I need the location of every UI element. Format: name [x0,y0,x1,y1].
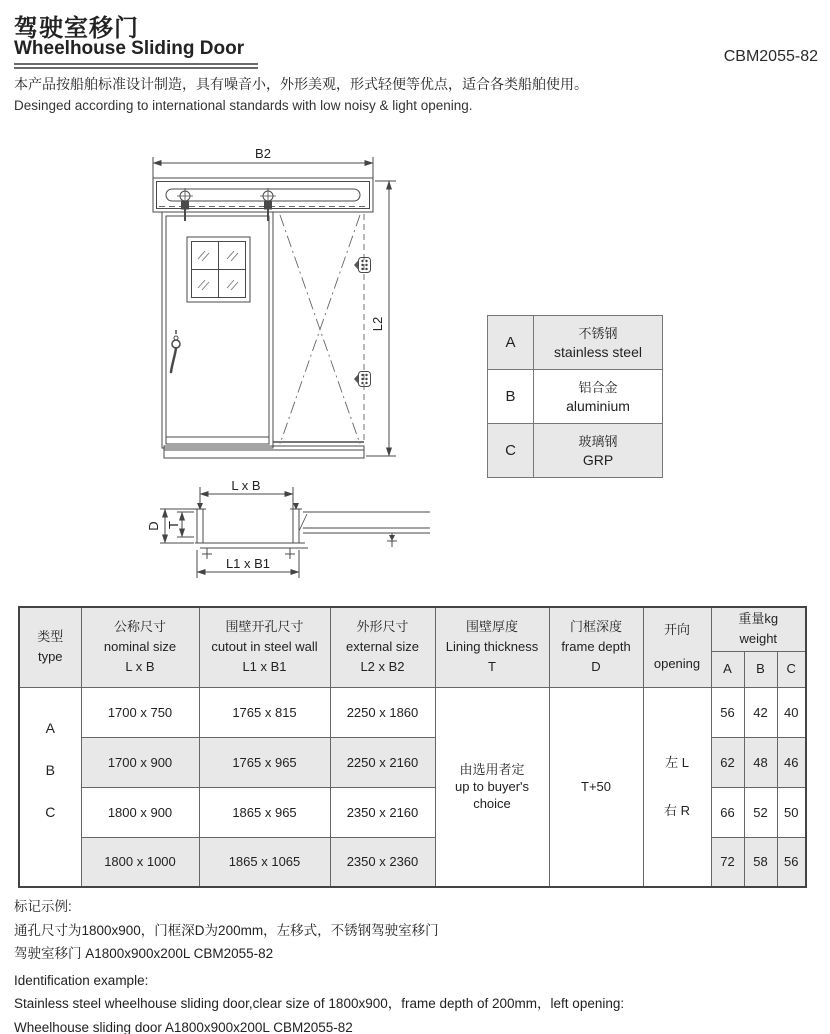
opening-direction-cell: 左 L 右 R [643,687,711,887]
dim-b2-label: B2 [255,146,271,161]
lining-thickness-cell: 由选用者定 up to buyer's choice [435,687,549,887]
col-header-cutout: 围壁开孔尺寸 cutout in steel wall L1 x B1 [199,607,330,687]
weight-a-value: 72 [711,837,744,887]
guide-clip-icon [354,372,371,387]
external-size-value: 2350 x 2360 [330,837,435,887]
weight-c-value: 56 [777,837,806,887]
col-header-opening: 开向 opening [643,607,711,687]
note-cn-line2: 驾驶室移门 A1800x900x200L CBM2055-82 [14,946,274,961]
dim-lxb-label: L x B [231,478,261,493]
col-header-weight-a: A [711,651,744,687]
weight-b-value: 42 [744,687,777,737]
material-name: 玻璃钢 GRP [534,424,663,478]
material-code: B [488,370,534,424]
note-en-line2: Wheelhouse sliding door A1800x900x200L CBM2055-82 [14,1019,353,1034]
frame-depth-cell: T+50 [549,687,643,887]
table-row [488,424,663,478]
col-header-weight-c: C [777,651,806,687]
door-section-view [160,487,430,578]
material-name: 不锈钢 stainless steel [534,316,663,370]
weight-b-value: 52 [744,787,777,837]
col-header-frame-depth: 门框深度 frame depth D [549,607,643,687]
title-underline [14,63,258,69]
description-chinese: 本产品按船舶标准设计制造，具有噪音小，外形美观，形式轻便等优点，适合各类船舶使用。 [14,76,588,92]
dim-d-label: D [146,521,161,531]
col-header-external: 外形尺寸 external size L2 x B2 [330,607,435,687]
cutout-size-value: 1765 x 815 [199,687,330,737]
note-cn-line1: 通孔尺寸为1800x900，门框深D为200mm，左移式，不锈钢驾驶室移门 [14,922,439,938]
col-header-nominal: 公称尺寸 nominal size L x B [81,607,199,687]
dim-t-label: T [166,521,181,529]
col-header-type: 类型 type [19,607,81,687]
external-size-value: 2250 x 2160 [330,737,435,787]
weight-a-value: 62 [711,737,744,787]
nominal-size-value: 1800 x 900 [81,787,199,837]
col-header-lining: 围壁厚度 Lining thickness T [435,607,549,687]
description-english: Desinged according to international standards with low noisy & light opening. [14,98,473,113]
weight-b-value: 48 [744,737,777,787]
table-row [488,316,663,370]
guide-clip-icon [354,258,371,273]
nominal-size-value: 1700 x 900 [81,737,199,787]
weight-a-value: 56 [711,687,744,737]
specification-table [18,606,807,888]
nominal-size-value: 1700 x 750 [81,687,199,737]
material-code: C [488,424,534,478]
external-size-value: 2250 x 1860 [330,687,435,737]
material-name: 铝合金 aluminium [534,370,663,424]
materials-table [487,315,663,478]
table-row [488,370,663,424]
table-row [19,687,806,737]
dim-l1xb1-label: L1 x B1 [225,556,271,571]
door-window [187,237,250,302]
col-header-weight-b: B [744,651,777,687]
type-letters-cell: A B C [19,687,81,887]
standard-number: CBM2055-82 [723,48,818,65]
page-title-chinese: 驾驶室移门 [14,15,139,42]
note-cn-title: 标记示例: [14,899,72,914]
note-en-title: Identification example: [14,972,149,988]
weight-b-value: 58 [744,837,777,887]
weight-c-value: 46 [777,737,806,787]
cutout-size-value: 1865 x 965 [199,787,330,837]
col-header-weight: 重量kg weight [711,607,806,651]
nominal-size-value: 1800 x 1000 [81,837,199,887]
weight-c-value: 50 [777,787,806,837]
external-size-value: 2350 x 2160 [330,787,435,837]
door-handle-icon [171,330,180,372]
note-en-line1: Stainless steel wheelhouse sliding door,clear size of 1800x900，frame depth of 200mm，left opening: [14,996,625,1011]
cutout-size-value: 1865 x 1065 [199,837,330,887]
door-elevation-view [153,157,396,458]
technical-drawing [0,135,460,605]
weight-c-value: 40 [777,687,806,737]
identification-notes [14,895,624,1034]
page-title-english: Wheelhouse Sliding Door [14,38,245,59]
cutout-size-value: 1765 x 965 [199,737,330,787]
material-code: A [488,316,534,370]
dim-l2-label: L2 [370,316,385,332]
weight-a-value: 66 [711,787,744,837]
